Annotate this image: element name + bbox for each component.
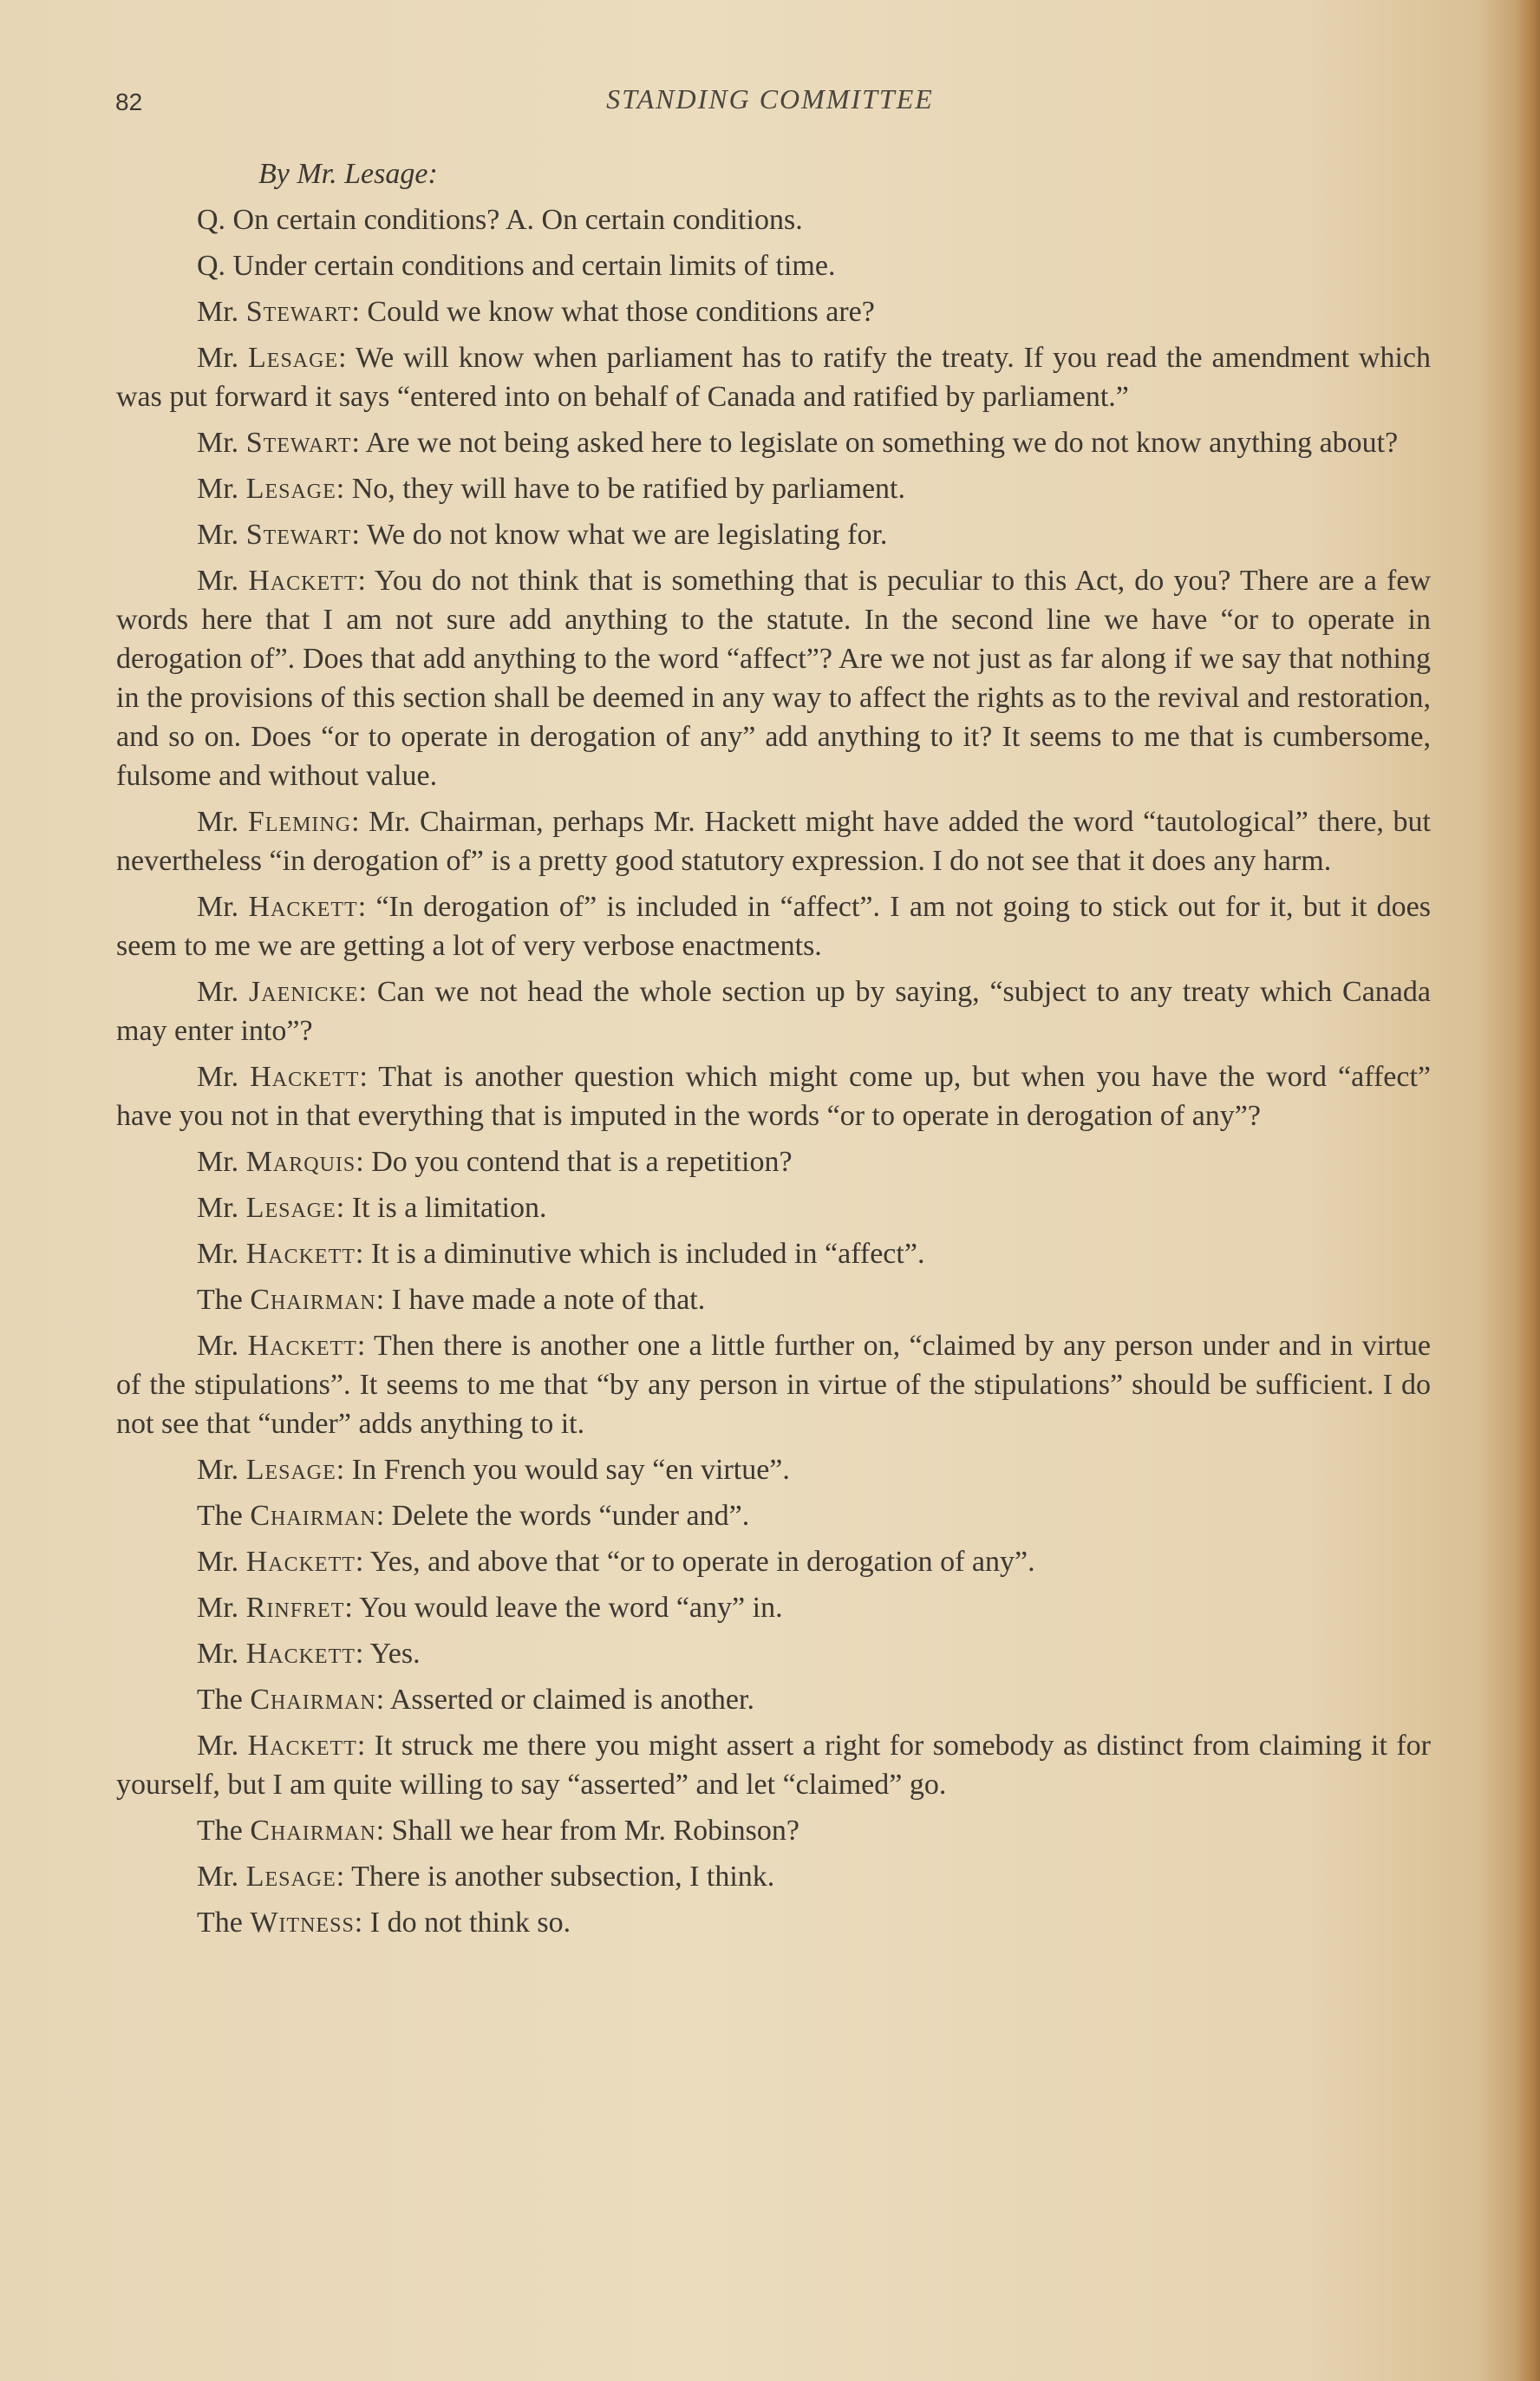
speaker-name: Hackett — [247, 1330, 357, 1362]
transcript-paragraph: Mr. Lesage: It is a limitation. — [197, 1192, 547, 1224]
paragraph-text: I have made a note of that. — [391, 1284, 706, 1316]
paragraph-text: It struck me there you might assert a right for somebody as distinct from claiming it for yourself, but I am quite willing to say “asserted” and let “claimed” go. — [116, 1730, 1431, 1801]
speaker-title: Mr. — [197, 342, 239, 374]
transcript-paragraph: The Chairman: Delete the words “under and”. — [197, 1500, 750, 1532]
transcript-paragraph: Mr. Stewart: We do not know what we are legislating for. — [197, 519, 888, 551]
speaker-title: Mr. — [197, 1454, 239, 1486]
speaker-title: Mr. — [197, 1330, 239, 1362]
speaker-title: Mr. — [197, 806, 239, 838]
transcript-paragraph: Mr. Marquis: Do you contend that is a repetition? — [197, 1146, 793, 1178]
paragraph-text: You would leave the word “any” in. — [359, 1592, 783, 1624]
speaker-name: Chairman — [250, 1500, 376, 1532]
transcript-paragraph: Mr. Lesage: No, they will have to be ratified by parliament. — [197, 473, 905, 505]
transcript-paragraphs — [116, 200, 1431, 1942]
speaker-name: Hackett — [245, 1638, 356, 1670]
transcript-paragraph: Mr. Hackett: Yes. — [197, 1638, 421, 1670]
transcript-paragraph: Mr. Stewart: Are we not being asked here to legislate on something we do not know anything about? — [197, 427, 1399, 459]
questioner-byline: By Mr. Lesage: — [258, 158, 438, 190]
speaker-title: Mr. — [197, 296, 239, 328]
transcript-paragraph: Mr. Lesage: We will know when parliament has to ratify the treaty. If you read the amendment which was put forward it says “entered into on behalf of Canada and ratified by parliament.” — [116, 342, 1431, 413]
speaker-title: Mr. — [197, 891, 239, 923]
transcript-paragraph: Mr. Rinfret: You would leave the word “any” in. — [197, 1592, 783, 1624]
paragraph-text: Do you contend that is a repetition? — [371, 1146, 793, 1178]
speaker-title: Mr. — [197, 565, 239, 597]
speaker-title: Mr. — [197, 976, 239, 1008]
transcript-paragraph: Mr. Jaenicke: Can we not head the whole section up by saying, “subject to any treaty which Canada may enter into”? — [116, 976, 1431, 1047]
paragraph-text: “In derogation of” is included in “affect”. I am not going to stick out for it, but it does seem to me we are getting a lot of very verbose enactments. — [116, 891, 1431, 962]
transcript-paragraph: The Chairman: Shall we hear from Mr. Robinson? — [197, 1815, 799, 1847]
speaker-name: Fleming — [247, 806, 352, 838]
paragraph-text: Yes. — [369, 1638, 421, 1670]
paragraph-text: Shall we hear from Mr. Robinson? — [391, 1815, 799, 1847]
speaker-name: Stewart — [245, 427, 352, 459]
transcript-paragraph: The Witness: I do not think so. — [197, 1907, 571, 1939]
speaker-title: Mr. — [197, 1238, 239, 1270]
paragraph-text: Are we not being asked here to legislate on something we do not know anything about? — [365, 427, 1399, 459]
speaker-name: Witness — [250, 1907, 355, 1939]
paragraph-text: Yes, and above that “or to operate in derogation of any”. — [369, 1546, 1035, 1578]
speaker-title: Mr. — [197, 1146, 239, 1178]
speaker-title: Mr. — [197, 473, 239, 505]
speaker-name: Hackett — [245, 1238, 356, 1270]
speaker-name: Lesage — [248, 342, 339, 374]
book-spine-edge — [1514, 0, 1540, 2381]
running-head: STANDING COMMITTEE — [606, 83, 934, 114]
speaker-title: Mr. — [197, 1546, 239, 1578]
page-header — [0, 83, 1540, 127]
speaker-name: Lesage — [245, 1861, 336, 1893]
speaker-name: Rinfret — [245, 1592, 345, 1624]
speaker-name: Chairman — [250, 1284, 376, 1316]
speaker-title: Mr. — [197, 519, 239, 551]
transcript-paragraph: The Chairman: I have made a note of that. — [197, 1284, 706, 1316]
paragraph-text: Delete the words “under and”. — [391, 1500, 750, 1532]
speaker-name: Lesage — [245, 1454, 336, 1486]
paragraph-text: It is a limitation. — [351, 1192, 547, 1224]
speaker-name: Stewart — [245, 296, 352, 328]
speaker-name: Chairman — [250, 1684, 376, 1716]
paragraph-text: Q. On certain conditions? A. On certain conditions. — [197, 204, 803, 236]
speaker-title: Mr. — [197, 1192, 239, 1224]
paragraph-text: We will know when parliament has to ratify the treaty. If you read the amendment which was put forward it says “entered into on behalf of Canada and ratified by parliament.” — [116, 342, 1431, 413]
speaker-title: Mr. — [197, 427, 239, 459]
speaker-title: The — [197, 1284, 243, 1316]
transcript-paragraph: Mr. Hackett: It is a diminutive which is included in “affect”. — [197, 1238, 925, 1270]
paragraph-text: Asserted or claimed is another. — [389, 1684, 754, 1716]
speaker-name: Hackett — [248, 891, 358, 923]
transcript-paragraph: The Chairman: Asserted or claimed is another. — [197, 1684, 754, 1716]
transcript-paragraph: Mr. Hackett: It struck me there you might assert a right for somebody as distinct from claiming it for yourself, but I am quite willing to say “asserted” and let “claimed” go. — [116, 1730, 1431, 1801]
speaker-title: The — [197, 1500, 243, 1532]
speaker-name: Chairman — [250, 1815, 376, 1847]
paragraph-text: Q. Under certain conditions and certain limits of time. — [197, 250, 836, 282]
speaker-title: The — [197, 1907, 243, 1939]
transcript-body — [116, 154, 1431, 1949]
speaker-name: Jaenicke — [249, 976, 359, 1008]
transcript-paragraph: Mr. Lesage: There is another subsection, I think. — [197, 1861, 775, 1893]
transcript-paragraph: Mr. Stewart: Could we know what those conditions are? — [197, 296, 875, 328]
speaker-name: Marquis — [245, 1146, 356, 1178]
speaker-title: Mr. — [197, 1592, 239, 1624]
transcript-paragraph: Mr. Hackett: You do not think that is something that is peculiar to this Act, do you? There are a few words here that I am not sure add anything to the statute. In the second line we have “or to operate in derogation of”. Does that add anything to the word “affect”? Are we not just as far along if we say that nothing in the provisions of this section shall be deemed in any way to affect the rights as to the revival and restoration, and so on. Does “or to operate in derogation of any” add anything to it? It seems to me that is cumbersome, fulsome and without value. — [116, 565, 1431, 792]
transcript-paragraph — [116, 200, 1431, 239]
transcript-paragraph: Mr. Hackett: Yes, and above that “or to operate in derogation of any”. — [197, 1546, 1035, 1578]
paragraph-text: You do not think that is something that is peculiar to this Act, do you? There are a few words here that I am not sure add anything to the statute. In the second line we have “or to operate in derogation of”. Does that add anything to the word “affect”? Are we not just as far along if we say that nothing in the provisions of this section shall be deemed in any way to affect the rights as to the revival and restoration, and so on. Does “or to operate in derogation of any” add anything to it? It seems to me that is cumbersome, fulsome and without value. — [116, 565, 1431, 792]
transcript-paragraph: Mr. Hackett: That is another question which might come up, but when you have the word “affect” have you not in that everything that is imputed in the words “or to operate in derogation of any”? — [116, 1061, 1431, 1132]
paragraph-text: We do not know what we are legislating for. — [366, 519, 888, 551]
paragraph-text: I do not think so. — [369, 1907, 571, 1939]
transcript-paragraph: Mr. Hackett: “In derogation of” is included in “affect”. I am not going to stick out for it, but it does seem to me we are getting a lot of very verbose enactments. — [116, 891, 1431, 962]
speaker-name: Hackett — [248, 565, 358, 597]
paragraph-text: That is another question which might come up, but when you have the word “affect” have you not in that everything that is imputed in the words “or to operate in derogation of any”? — [116, 1061, 1431, 1132]
speaker-name: Stewart — [245, 519, 352, 551]
speaker-name: Hackett — [250, 1061, 360, 1093]
speaker-title: Mr. — [197, 1638, 239, 1670]
paragraph-text: There is another subsection, I think. — [351, 1861, 775, 1893]
paragraph-text: Can we not head the whole section up by saying, “subject to any treaty which Canada may enter into”? — [116, 976, 1431, 1047]
paragraph-text: Mr. Chairman, perhaps Mr. Hackett might have added the word “tautological” there, but nevertheless “in derogation of” is a pretty good statutory expression. I do not see that it does any harm. — [116, 806, 1431, 877]
paragraph-text: No, they will have to be ratified by parliament. — [351, 473, 905, 505]
paragraph-text: Could we know what those conditions are? — [367, 296, 875, 328]
speaker-title: Mr. — [197, 1861, 239, 1893]
speaker-name: Hackett — [245, 1546, 356, 1578]
paragraph-text: Then there is another one a little further on, “claimed by any person under and in virtue of the stipulations”. It seems to me that “by any person in virtue of the stipulations” should be sufficient. I do not see that “under” adds anything to it. — [116, 1330, 1432, 1440]
speaker-title: The — [197, 1815, 243, 1847]
paragraph-text: In French you would say “en virtue”. — [351, 1454, 790, 1486]
speaker-title: Mr. — [197, 1061, 239, 1093]
transcript-paragraph: Mr. Lesage: In French you would say “en virtue”. — [197, 1454, 790, 1486]
page-number: 82 — [115, 88, 143, 115]
transcript-paragraph: Mr. Fleming: Mr. Chairman, perhaps Mr. Hackett might have added the word “tautological” there, but nevertheless “in derogation of” is a pretty good statutory expression. I do not see that it does any harm. — [116, 806, 1431, 877]
paragraph-text: It is a diminutive which is included in “affect”. — [370, 1238, 925, 1270]
speaker-name: Lesage — [245, 1192, 336, 1224]
transcript-paragraph: Mr. Hackett: Then there is another one a little further on, “claimed by any person under and in virtue of the stipulations”. It seems to me that “by any person in virtue of the stipulations” should be sufficient. I do not see that “under” adds anything to it. — [116, 1330, 1432, 1440]
speaker-title: Mr. — [197, 1730, 239, 1762]
speaker-name: Lesage — [245, 473, 336, 505]
speaker-title: The — [197, 1684, 243, 1716]
transcript-paragraph — [116, 246, 1431, 285]
speaker-name: Hackett — [247, 1730, 357, 1762]
